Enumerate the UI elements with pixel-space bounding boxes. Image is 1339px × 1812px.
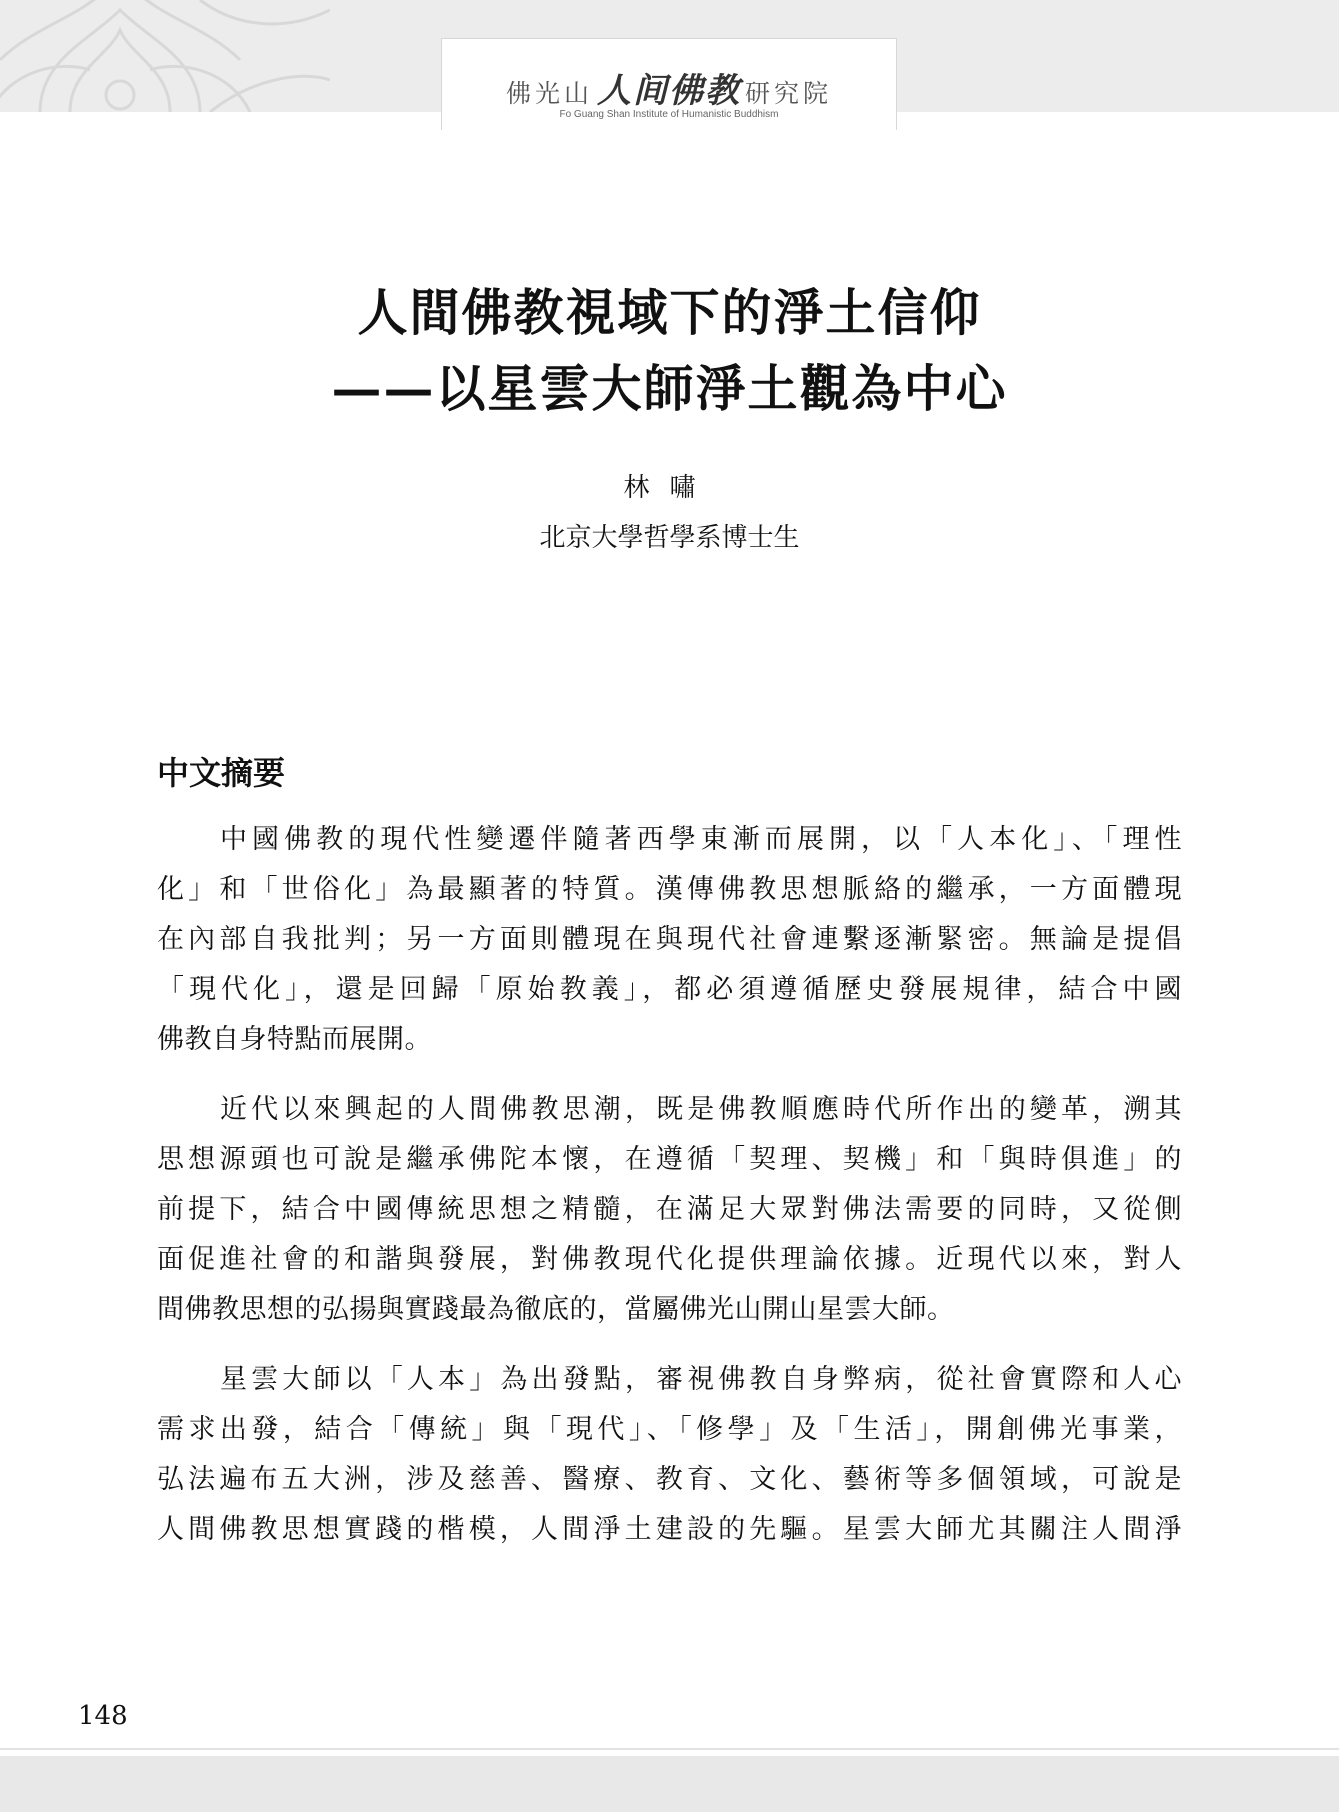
institute-english-name: Fo Guang Shan Institute of Humanistic Buddhism	[559, 109, 779, 120]
article-title	[0, 275, 1339, 427]
text-line: 「現代化」，還是回歸「原始教義」，都必須遵循歷史發展規律，結合中國	[157, 974, 1182, 1005]
paragraph	[157, 1355, 1182, 1555]
title-line-2: ——以星雲大師淨土觀為中心	[331, 359, 1008, 418]
text-line: 星雲大師以「人本」為出發點，審視佛教自身弊病，從社會實際和人心	[220, 1364, 1182, 1395]
footer-band	[0, 1756, 1339, 1812]
text-line: 人間佛教思想實踐的楷模，人間淨土建設的先驅。星雲大師尤其關注人間淨	[157, 1514, 1182, 1545]
title-line-1: 人間佛教視域下的淨土信仰	[357, 283, 982, 342]
text-line: 思想源頭也可說是繼承佛陀本懷，在遵循「契理、契機」和「與時俱進」的	[157, 1144, 1182, 1175]
text-line: 中國佛教的現代性變遷伴隨著西學東漸而展開，以「人本化」、「理性	[220, 824, 1182, 855]
lotus-ornament-icon	[0, 0, 330, 112]
abstract-heading: 中文摘要	[157, 754, 286, 792]
text-line: 近代以來興起的人間佛教思潮，既是佛教順應時代所作出的變革，溯其	[220, 1094, 1182, 1125]
text-line: 需求出發，結合「傳統」與「現代」、「修學」及「生活」，開創佛光事業，	[157, 1414, 1182, 1445]
abstract-body	[157, 815, 1182, 1575]
text-line: 佛教自身特點而展開。	[157, 1024, 432, 1055]
text-line: 前提下，結合中國傳統思想之精髓，在滿足大眾對佛法需要的同時，又從側	[157, 1194, 1182, 1225]
institute-brand: 人间佛教	[597, 71, 741, 111]
text-line: 面促進社會的和諧與發展，對佛教現代化提供理論依據。近現代以來，對人	[157, 1244, 1182, 1275]
text-line: 間佛教思想的弘揚與實踐最為徹底的，當屬佛光山開山星雲大師。	[157, 1294, 955, 1325]
text-line: 在內部自我批判；另一方面則體現在與現代社會連繫逐漸緊密。無論是提倡	[157, 924, 1182, 955]
text-line: 化」和「世俗化」為最顯著的特質。漢傳佛教思想脈絡的繼承，一方面體現	[157, 874, 1182, 905]
author-affiliation: 北京大學哲學系博士生	[539, 523, 800, 553]
footer-rule	[0, 1748, 1339, 1750]
institute-name	[442, 63, 896, 112]
institute-suffix: 研究院	[745, 79, 833, 108]
author-name: 林嘯	[623, 473, 716, 503]
paragraph	[157, 815, 1182, 1065]
institute-prefix: 佛光山	[505, 79, 593, 108]
paragraph	[157, 1085, 1182, 1335]
text-line: 弘法遍布五大洲，涉及慈善、醫療、教育、文化、藝術等多個領域，可說是	[157, 1464, 1182, 1495]
page-number: 148	[78, 1701, 128, 1731]
institute-header	[441, 38, 897, 130]
